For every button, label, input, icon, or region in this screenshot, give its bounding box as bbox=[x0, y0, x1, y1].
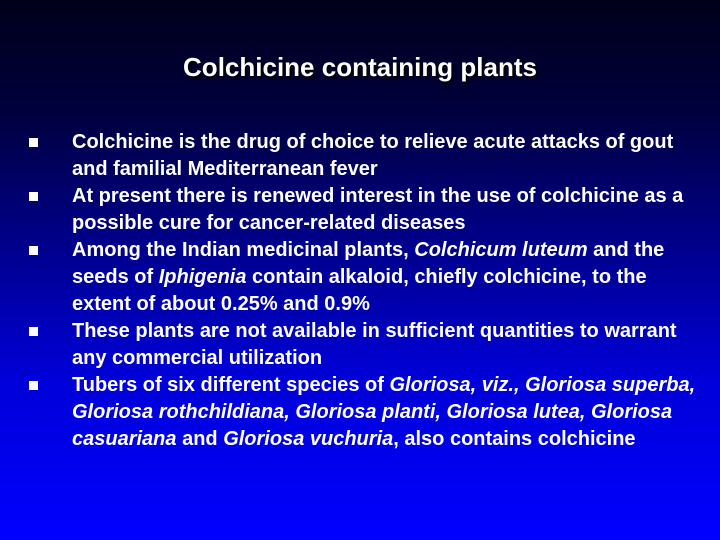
italic-text-run: Iphigenia bbox=[158, 266, 247, 288]
bullet-item bbox=[28, 183, 708, 237]
bullet-item bbox=[28, 372, 708, 453]
bullet-text bbox=[72, 372, 708, 453]
bullet-text bbox=[72, 183, 708, 237]
italic-text-run: Gloriosa, viz., Gloriosa superba, Gloriosa rothchildiana, Gloriosa planti, Gloriosa lutea, Gloriosa casuariana bbox=[72, 374, 696, 450]
text-run: These plants are not available in sufficient quantities to warrant any commercial utilization bbox=[72, 320, 677, 369]
text-run: , also contains colchicine bbox=[393, 428, 636, 450]
text-run: At present there is renewed interest in the use of colchicine as a possible cure for cancer-related diseases bbox=[72, 185, 684, 234]
bullet-text bbox=[72, 237, 708, 318]
bullet-text bbox=[72, 129, 708, 183]
slide-title: Colchicine containing plants bbox=[183, 52, 537, 82]
text-run: Colchicine is the drug of choice to relieve acute attacks of gout and familial Mediterranean fever bbox=[72, 131, 674, 180]
bullet-item bbox=[28, 237, 708, 318]
bullet-item bbox=[28, 318, 708, 372]
square-bullet-icon bbox=[29, 246, 38, 255]
text-run: contain alkaloid, chiefly colchicine, to the extent of about 0.25% and 0.9% bbox=[72, 266, 647, 315]
square-bullet-icon bbox=[29, 192, 38, 201]
text-run: and bbox=[176, 428, 224, 450]
text-run: Tubers of six different species of bbox=[72, 374, 390, 396]
bullet-text bbox=[72, 318, 708, 372]
text-run: Among the Indian medicinal plants, bbox=[72, 239, 415, 261]
text-run: and the seeds of bbox=[72, 239, 665, 288]
italic-text-run: Gloriosa vuchuria bbox=[223, 428, 394, 450]
square-bullet-icon bbox=[29, 138, 38, 147]
bullet-item bbox=[28, 129, 708, 183]
italic-text-run: Colchicum luteum bbox=[414, 239, 588, 261]
square-bullet-icon bbox=[29, 327, 38, 336]
square-bullet-icon bbox=[29, 381, 38, 390]
bullet-list bbox=[28, 129, 708, 453]
